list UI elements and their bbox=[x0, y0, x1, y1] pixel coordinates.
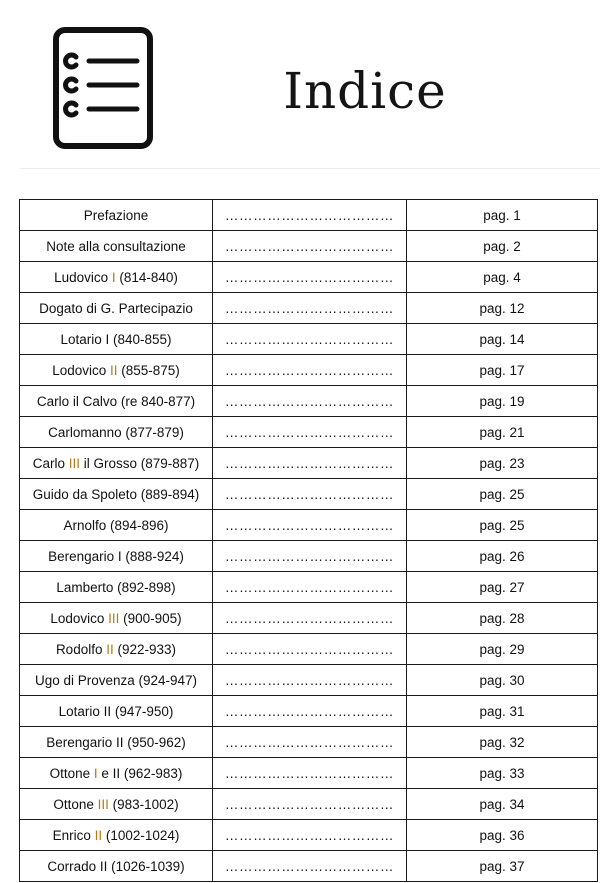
dot-leader: ……………………………… bbox=[213, 851, 407, 882]
page-number: pag. 14 bbox=[407, 324, 598, 355]
entry-title bbox=[20, 293, 213, 324]
dot-leader: ……………………………… bbox=[213, 324, 407, 355]
entry-title-text: Carlomanno (877-879) bbox=[48, 424, 184, 440]
entry-title-text: Carlo bbox=[32, 455, 69, 471]
page-number: pag. 37 bbox=[407, 851, 598, 882]
entry-title-suffix: (855-875) bbox=[117, 362, 180, 378]
table-row bbox=[20, 727, 598, 758]
entry-title-suffix: e II (962-983) bbox=[97, 765, 183, 781]
entry-title bbox=[20, 851, 213, 882]
table-row bbox=[20, 324, 598, 355]
entry-title-text: Guido da Spoleto (889-894) bbox=[32, 486, 200, 502]
dot-leader: ……………………………… bbox=[213, 696, 407, 727]
page-number: pag. 34 bbox=[407, 789, 598, 820]
entry-regnal-number: II bbox=[109, 362, 118, 378]
dot-leader: ……………………………… bbox=[213, 417, 407, 448]
entry-title-suffix: (814-840) bbox=[115, 269, 178, 285]
page-number: pag. 12 bbox=[407, 293, 598, 324]
entry-title bbox=[20, 820, 213, 851]
dot-leader: ……………………………… bbox=[213, 758, 407, 789]
table-row bbox=[20, 820, 598, 851]
entry-regnal-number: III bbox=[97, 796, 109, 812]
entry-title-text: Ugo di Provenza (924-947) bbox=[34, 672, 198, 688]
table-row bbox=[20, 789, 598, 820]
dot-leader: ……………………………… bbox=[213, 572, 407, 603]
entry-title bbox=[20, 541, 213, 572]
dot-leader: ……………………………… bbox=[213, 820, 407, 851]
entry-title-text: Enrico bbox=[52, 827, 95, 843]
table-row bbox=[20, 634, 598, 665]
table-row bbox=[20, 603, 598, 634]
page-number: pag. 25 bbox=[407, 479, 598, 510]
entry-regnal-number: III bbox=[108, 610, 120, 626]
dot-leader: ……………………………… bbox=[213, 665, 407, 696]
dot-leader: ……………………………… bbox=[213, 479, 407, 510]
entry-title bbox=[20, 448, 213, 479]
entry-title bbox=[20, 479, 213, 510]
table-row bbox=[20, 572, 598, 603]
entry-regnal-number: II bbox=[94, 827, 103, 843]
page-number: pag. 28 bbox=[407, 603, 598, 634]
page-number: pag. 1 bbox=[407, 200, 598, 231]
entry-title bbox=[20, 417, 213, 448]
table-row bbox=[20, 386, 598, 417]
dot-leader: ……………………………… bbox=[213, 231, 407, 262]
dot-leader: ……………………………… bbox=[213, 386, 407, 417]
entry-title-suffix: (1002-1024) bbox=[102, 827, 180, 843]
table-row bbox=[20, 231, 598, 262]
checklist-icon bbox=[52, 26, 154, 150]
entry-title-text: Lodovico bbox=[52, 362, 110, 378]
page-number: pag. 4 bbox=[407, 262, 598, 293]
page-number: pag. 36 bbox=[407, 820, 598, 851]
table-row bbox=[20, 262, 598, 293]
table-row bbox=[20, 448, 598, 479]
entry-title bbox=[20, 603, 213, 634]
dot-leader: ……………………………… bbox=[213, 293, 407, 324]
entry-regnal-number: II bbox=[106, 641, 114, 657]
entry-title-text: Ottone bbox=[53, 796, 98, 812]
table-row bbox=[20, 479, 598, 510]
page-number: pag. 23 bbox=[407, 448, 598, 479]
dot-leader: ……………………………… bbox=[213, 355, 407, 386]
entry-title-text: Corrado II (1026-1039) bbox=[47, 858, 185, 874]
entry-title-text: Carlo il Calvo (re 840-877) bbox=[36, 393, 196, 409]
entry-title bbox=[20, 665, 213, 696]
table-row bbox=[20, 541, 598, 572]
entry-title bbox=[20, 231, 213, 262]
entry-title-suffix: il Grosso (879-887) bbox=[79, 455, 200, 471]
page-number: pag. 25 bbox=[407, 510, 598, 541]
page-number: pag. 19 bbox=[407, 386, 598, 417]
dot-leader: ……………………………… bbox=[213, 510, 407, 541]
dot-leader: ……………………………… bbox=[213, 727, 407, 758]
entry-regnal-number: III bbox=[68, 455, 80, 471]
entry-title bbox=[20, 727, 213, 758]
entry-title bbox=[20, 324, 213, 355]
entry-title-suffix: (900-905) bbox=[119, 610, 182, 626]
page-number: pag. 32 bbox=[407, 727, 598, 758]
entry-title bbox=[20, 386, 213, 417]
entry-title bbox=[20, 262, 213, 293]
entry-title-text: Ludovico bbox=[54, 269, 112, 285]
dot-leader: ……………………………… bbox=[213, 448, 407, 479]
entry-title-text: Dogato di G. Partecipazio bbox=[39, 300, 193, 316]
table-row bbox=[20, 355, 598, 386]
dot-leader: ……………………………… bbox=[213, 634, 407, 665]
entry-title-text: Berengario I (888-924) bbox=[48, 548, 184, 564]
page-title: Indice bbox=[283, 62, 447, 120]
toc-body bbox=[20, 200, 598, 882]
entry-title bbox=[20, 355, 213, 386]
entry-title-text: Lodovico bbox=[50, 610, 109, 626]
page-header bbox=[0, 0, 609, 168]
page-number: pag. 21 bbox=[407, 417, 598, 448]
table-row bbox=[20, 510, 598, 541]
entry-title-text: Arnolfo (894-896) bbox=[63, 517, 169, 533]
entry-title-text: Lamberto (892-898) bbox=[56, 579, 176, 595]
page-number: pag. 31 bbox=[407, 696, 598, 727]
entry-title-text: Berengario II (950-962) bbox=[46, 734, 186, 750]
page-number: pag. 26 bbox=[407, 541, 598, 572]
entry-title-text: Rodolfo bbox=[55, 641, 107, 657]
dot-leader: ……………………………… bbox=[213, 200, 407, 231]
dot-leader: ……………………………… bbox=[213, 541, 407, 572]
table-of-contents bbox=[19, 199, 598, 882]
entry-title bbox=[20, 634, 213, 665]
dot-leader: ……………………………… bbox=[213, 262, 407, 293]
table-row bbox=[20, 758, 598, 789]
dot-leader: ……………………………… bbox=[213, 789, 407, 820]
entry-title bbox=[20, 510, 213, 541]
entry-title-text: Prefazione bbox=[83, 207, 149, 223]
entry-title bbox=[20, 572, 213, 603]
page-number: pag. 2 bbox=[407, 231, 598, 262]
header-divider bbox=[20, 168, 600, 169]
entry-title-suffix: (983-1002) bbox=[108, 796, 179, 812]
table-row bbox=[20, 293, 598, 324]
entry-title-text: Note alla consultazione bbox=[46, 238, 186, 254]
page-number: pag. 30 bbox=[407, 665, 598, 696]
table-row bbox=[20, 696, 598, 727]
entry-title bbox=[20, 696, 213, 727]
entry-title bbox=[20, 200, 213, 231]
page-number: pag. 17 bbox=[407, 355, 598, 386]
entry-title bbox=[20, 789, 213, 820]
table-row bbox=[20, 200, 598, 231]
entry-title-text: Lotario II (947-950) bbox=[58, 703, 174, 719]
dot-leader: ……………………………… bbox=[213, 603, 407, 634]
page-number: pag. 33 bbox=[407, 758, 598, 789]
entry-title bbox=[20, 758, 213, 789]
page-number: pag. 27 bbox=[407, 572, 598, 603]
page-number: pag. 29 bbox=[407, 634, 598, 665]
table-row bbox=[20, 417, 598, 448]
entry-title-suffix: (922-933) bbox=[113, 641, 177, 657]
entry-regnal-number: I bbox=[111, 269, 116, 285]
entry-title-text: Ottone bbox=[49, 765, 94, 781]
entry-title-text: Lotario I (840-855) bbox=[60, 331, 172, 347]
table-row bbox=[20, 665, 598, 696]
entry-regnal-number: I bbox=[93, 765, 98, 781]
table-row bbox=[20, 851, 598, 882]
